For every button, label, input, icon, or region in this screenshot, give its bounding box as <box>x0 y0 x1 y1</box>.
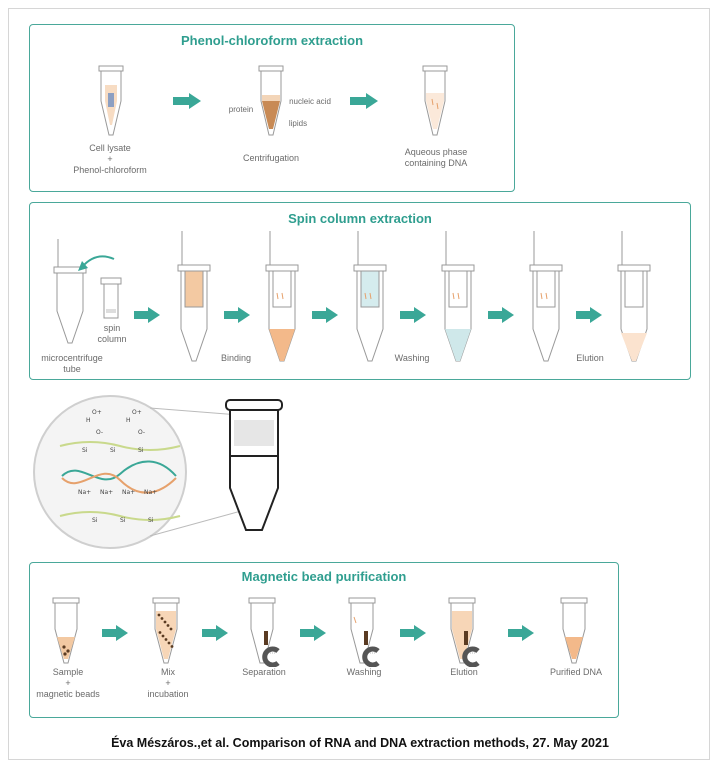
arrow-icon <box>102 625 128 646</box>
lipids-label: lipids <box>288 119 308 128</box>
arrow-icon <box>173 93 201 109</box>
aqueous-phase-tube <box>422 65 448 139</box>
washing-label: Washing <box>346 667 382 677</box>
silanol-oxygen-label: O- <box>138 429 146 436</box>
silicon-label: Si <box>92 517 98 524</box>
arrow-icon <box>134 307 160 323</box>
magnetic-bead-title: Magnetic bead purification <box>241 569 407 584</box>
silicon-label: Si <box>148 517 154 524</box>
purified-dna-label: Purified DNA <box>549 667 603 677</box>
elution-label: Elution <box>450 667 478 677</box>
sodium-ion-label: Na+ <box>78 489 92 496</box>
nucleic-acid-label: nucleic acid <box>289 97 331 106</box>
cell-lysate-label: Cell lysate + Phenol-chloroform <box>73 143 147 175</box>
washing-label: Washing <box>394 353 430 363</box>
silica-binding-illustration <box>30 388 300 558</box>
washing-flowthrough-tube <box>440 229 476 370</box>
arrow-icon <box>350 93 378 109</box>
sodium-ion-label: Na+ <box>122 489 136 496</box>
arrow-icon <box>508 625 534 646</box>
hydronium-label: O+ <box>132 409 142 416</box>
washing-tube <box>348 597 394 672</box>
elution-tube <box>448 597 494 672</box>
magnetic-bead-panel <box>29 562 619 718</box>
curved-arrow-icon <box>76 251 116 275</box>
spin-column-panel <box>29 202 691 380</box>
spin-column-icon <box>100 277 122 321</box>
arrow-icon <box>224 307 250 328</box>
cell-lysate-tube <box>98 65 124 139</box>
silanol-oxygen-label: O- <box>96 429 104 436</box>
phenol-chloroform-title: Phenol-chloroform extraction <box>180 33 364 48</box>
sodium-ion-label: Na+ <box>100 489 114 496</box>
sodium-ion-label: Na+ <box>144 489 158 496</box>
sample-beads-tube <box>52 597 98 672</box>
silicon-label: Si <box>120 517 126 524</box>
silicon-label: Si <box>82 447 88 454</box>
protein-label: protein <box>228 105 254 114</box>
elution-column-tube <box>528 229 564 370</box>
citation-caption: Éva Mészáros.,et al. Comparison of RNA and DNA extraction methods, 27. May 2021 <box>111 736 609 750</box>
silicon-label: Si <box>110 447 116 454</box>
spin-column-label: spin column <box>97 323 127 344</box>
sample-beads-label: Sample + magnetic beads <box>36 667 100 699</box>
hydrogen-label: H <box>86 417 91 424</box>
arrow-icon <box>400 307 426 328</box>
hydrogen-label: H <box>126 417 131 424</box>
phenol-chloroform-panel <box>29 24 515 192</box>
arrow-icon <box>202 625 228 646</box>
microcentrifuge-tube-label: microcentrifuge tube <box>41 353 103 374</box>
elution-collected-tube <box>616 229 652 370</box>
aqueous-phase-label: Aqueous phase containing DNA <box>404 147 468 168</box>
washing-column-tube <box>352 229 388 370</box>
arrow-icon <box>312 307 338 328</box>
centrifugation-tube <box>258 65 284 139</box>
separation-label: Separation <box>242 667 286 677</box>
binding-flowthrough-tube <box>264 229 300 370</box>
binding-label: Binding <box>220 353 252 363</box>
silicon-label: Si <box>138 447 144 454</box>
arrow-icon <box>300 625 326 646</box>
hydronium-label: O+ <box>92 409 102 416</box>
centrifugation-label: Centrifugation <box>242 153 300 163</box>
mix-incubation-label: Mix + incubation <box>147 667 189 699</box>
binding-column-tube <box>176 229 212 370</box>
arrow-icon <box>576 307 602 328</box>
spin-column-title: Spin column extraction <box>288 211 432 226</box>
elution-label: Elution <box>576 353 604 363</box>
arrow-icon <box>488 307 514 328</box>
purified-dna-tube <box>560 597 606 672</box>
separation-tube <box>248 597 294 672</box>
mix-incubation-tube <box>152 597 198 672</box>
arrow-icon <box>400 625 426 646</box>
